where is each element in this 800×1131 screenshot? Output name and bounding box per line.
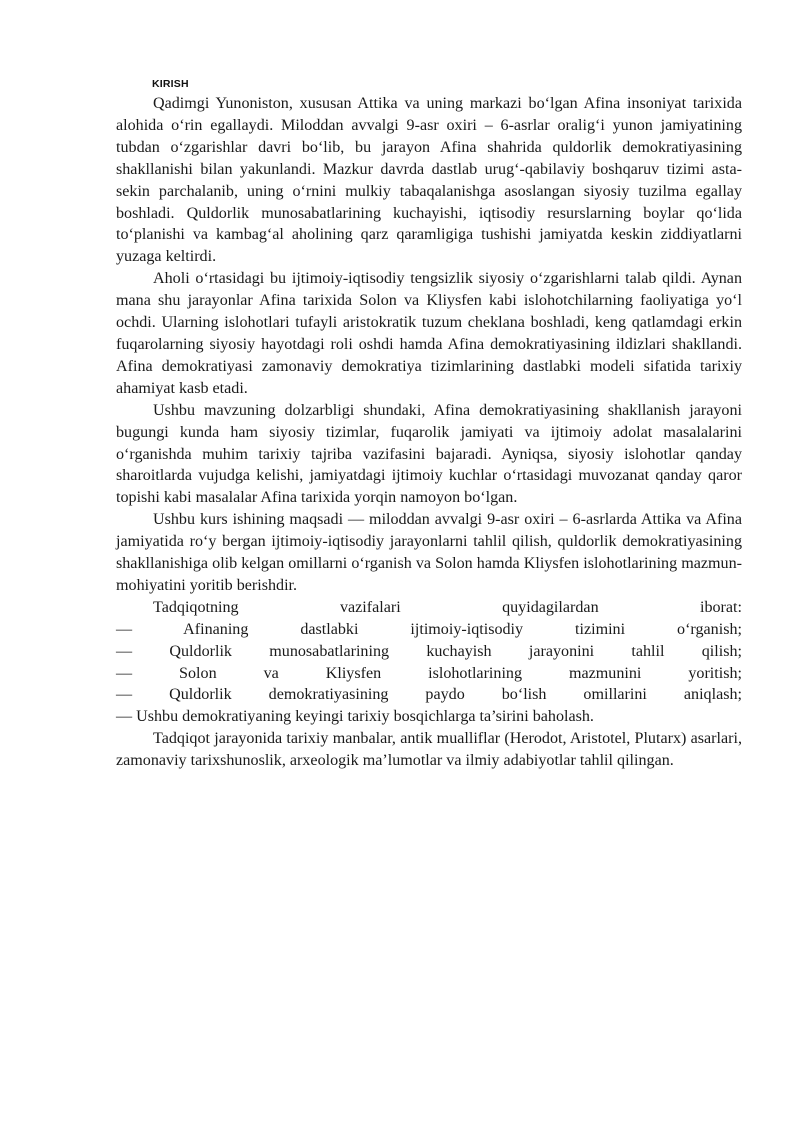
paragraph-intro: Qadimgi Yunoniston, xususan Attika va uning markazi bo‘lgan Afina insoniyat tarixida alohida o‘rin egallaydi. Miloddan avvalgi 9-asr oxiri – 6-asrlar oralig‘i yunon jamiyatining tubdan o‘zgarishlar davri bo‘lib, bu jarayon Afina shahrida quldorlik demokratiyasining shakllanishi bilan yakunlandi. Mazkur davrda dastlab urug‘-qabilaviy boshqaruv tizimi asta-sekin parchalanib, uning o‘rnini mulkiy tabaqalanishga asoslangan siyosiy tuzilma egallay boshladi. Quldorlik munosabatlarining kuchayishi, iqtisodiy resurslarning boylar qo‘lida to‘planishi va kambag‘al aholining qarz qaramligiga tushishi jamiyatda keskin ziddiyatlarni yuzaga keltirdi. [116, 95, 742, 266]
paragraph-goal: Ushbu kurs ishining maqsadi — miloddan avvalgi 9-asr oxiri – 6-asrlarda Attika va Afina jamiyatida ro‘y bergan ijtimoiy-iqtisodiy jarayonlarni tahlil qilish, quldorlik demokratiyasining shakllanishiga olib kelgan omillarni o‘rganish va Solon hamda Kliysfen islohotlarining mazmun-mohiyatini yoritib berishdir. [116, 511, 742, 594]
task-item: — Afinaning dastlabki ijtimoiy-iqtisodiy tizimini o‘rganish; [116, 620, 742, 638]
task-item: — Quldorlik demokratiyasining paydo bo‘lish omillarini aniqlash; [116, 686, 742, 704]
task-item: — Quldorlik munosabatlarining kuchayish jarayonini tahlil qilish; [116, 642, 742, 660]
paragraph-methods: Tadqiqot jarayonida tarixiy manbalar, antik mualliflar (Herodot, Aristotel, Plutarx) asarlari, zamonaviy tarixshunoslik, arxeologik ma’lumotlar va ilmiy adabiyotlar tahlil qilingan. [116, 730, 742, 770]
document-body [116, 76, 742, 772]
paragraph-relevance: Ushbu mavzuning dolzarbligi shundaki, Afina demokratiyasining shakllanish jarayoni bugungi kunda ham siyosiy tizimlar, fuqarolik jamiyati va ijtimoiy adolat masalalarini o‘rganishda muhim tarixiy tajriba vazifasini bajaradi. Ayniqsa, siyosiy islohotlar qanday sharoitlarda vujudga kelishi, jamiyatdagi ijtimoiy kuchlar o‘rtasidagi muvozanat qanday qaror topishi kabi masalalar Afina tarixida yorqin namoyon bo‘lgan. [116, 401, 742, 507]
paragraph-inequality: Aholi o‘rtasidagi bu ijtimoiy-iqtisodiy tengsizlik siyosiy o‘zgarishlarni talab qildi. Aynan mana shu jarayonlar Afina tarixida Solon va Kliysfen kabi islohotchilarning faoliyatiga yo‘l ochdi. Ularning islohotlari tufayli aristokratik tuzum cheklana boshladi, keng qatlamdagi erkin fuqarolarning siyosiy hayotdagi roli oshdi hamda Afina demokratiyasining ildizlari shakllandi. Afina demokratiyasi zamonaviy demokratiya tizimlarining dastlabki modeli sifatida tarixiy ahamiyat kasb etadi. [116, 270, 742, 397]
tasks-intro: Tadqiqotning vazifalari quyidagilardan iborat: [153, 598, 742, 616]
section-heading: KIRISH [152, 78, 189, 90]
task-item: — Solon va Kliysfen islohotlarining mazmunini yoritish; [116, 664, 742, 682]
task-item: — Ushbu demokratiyaning keyingi tarixiy bosqichlarga ta’sirini baholash. [116, 708, 594, 726]
